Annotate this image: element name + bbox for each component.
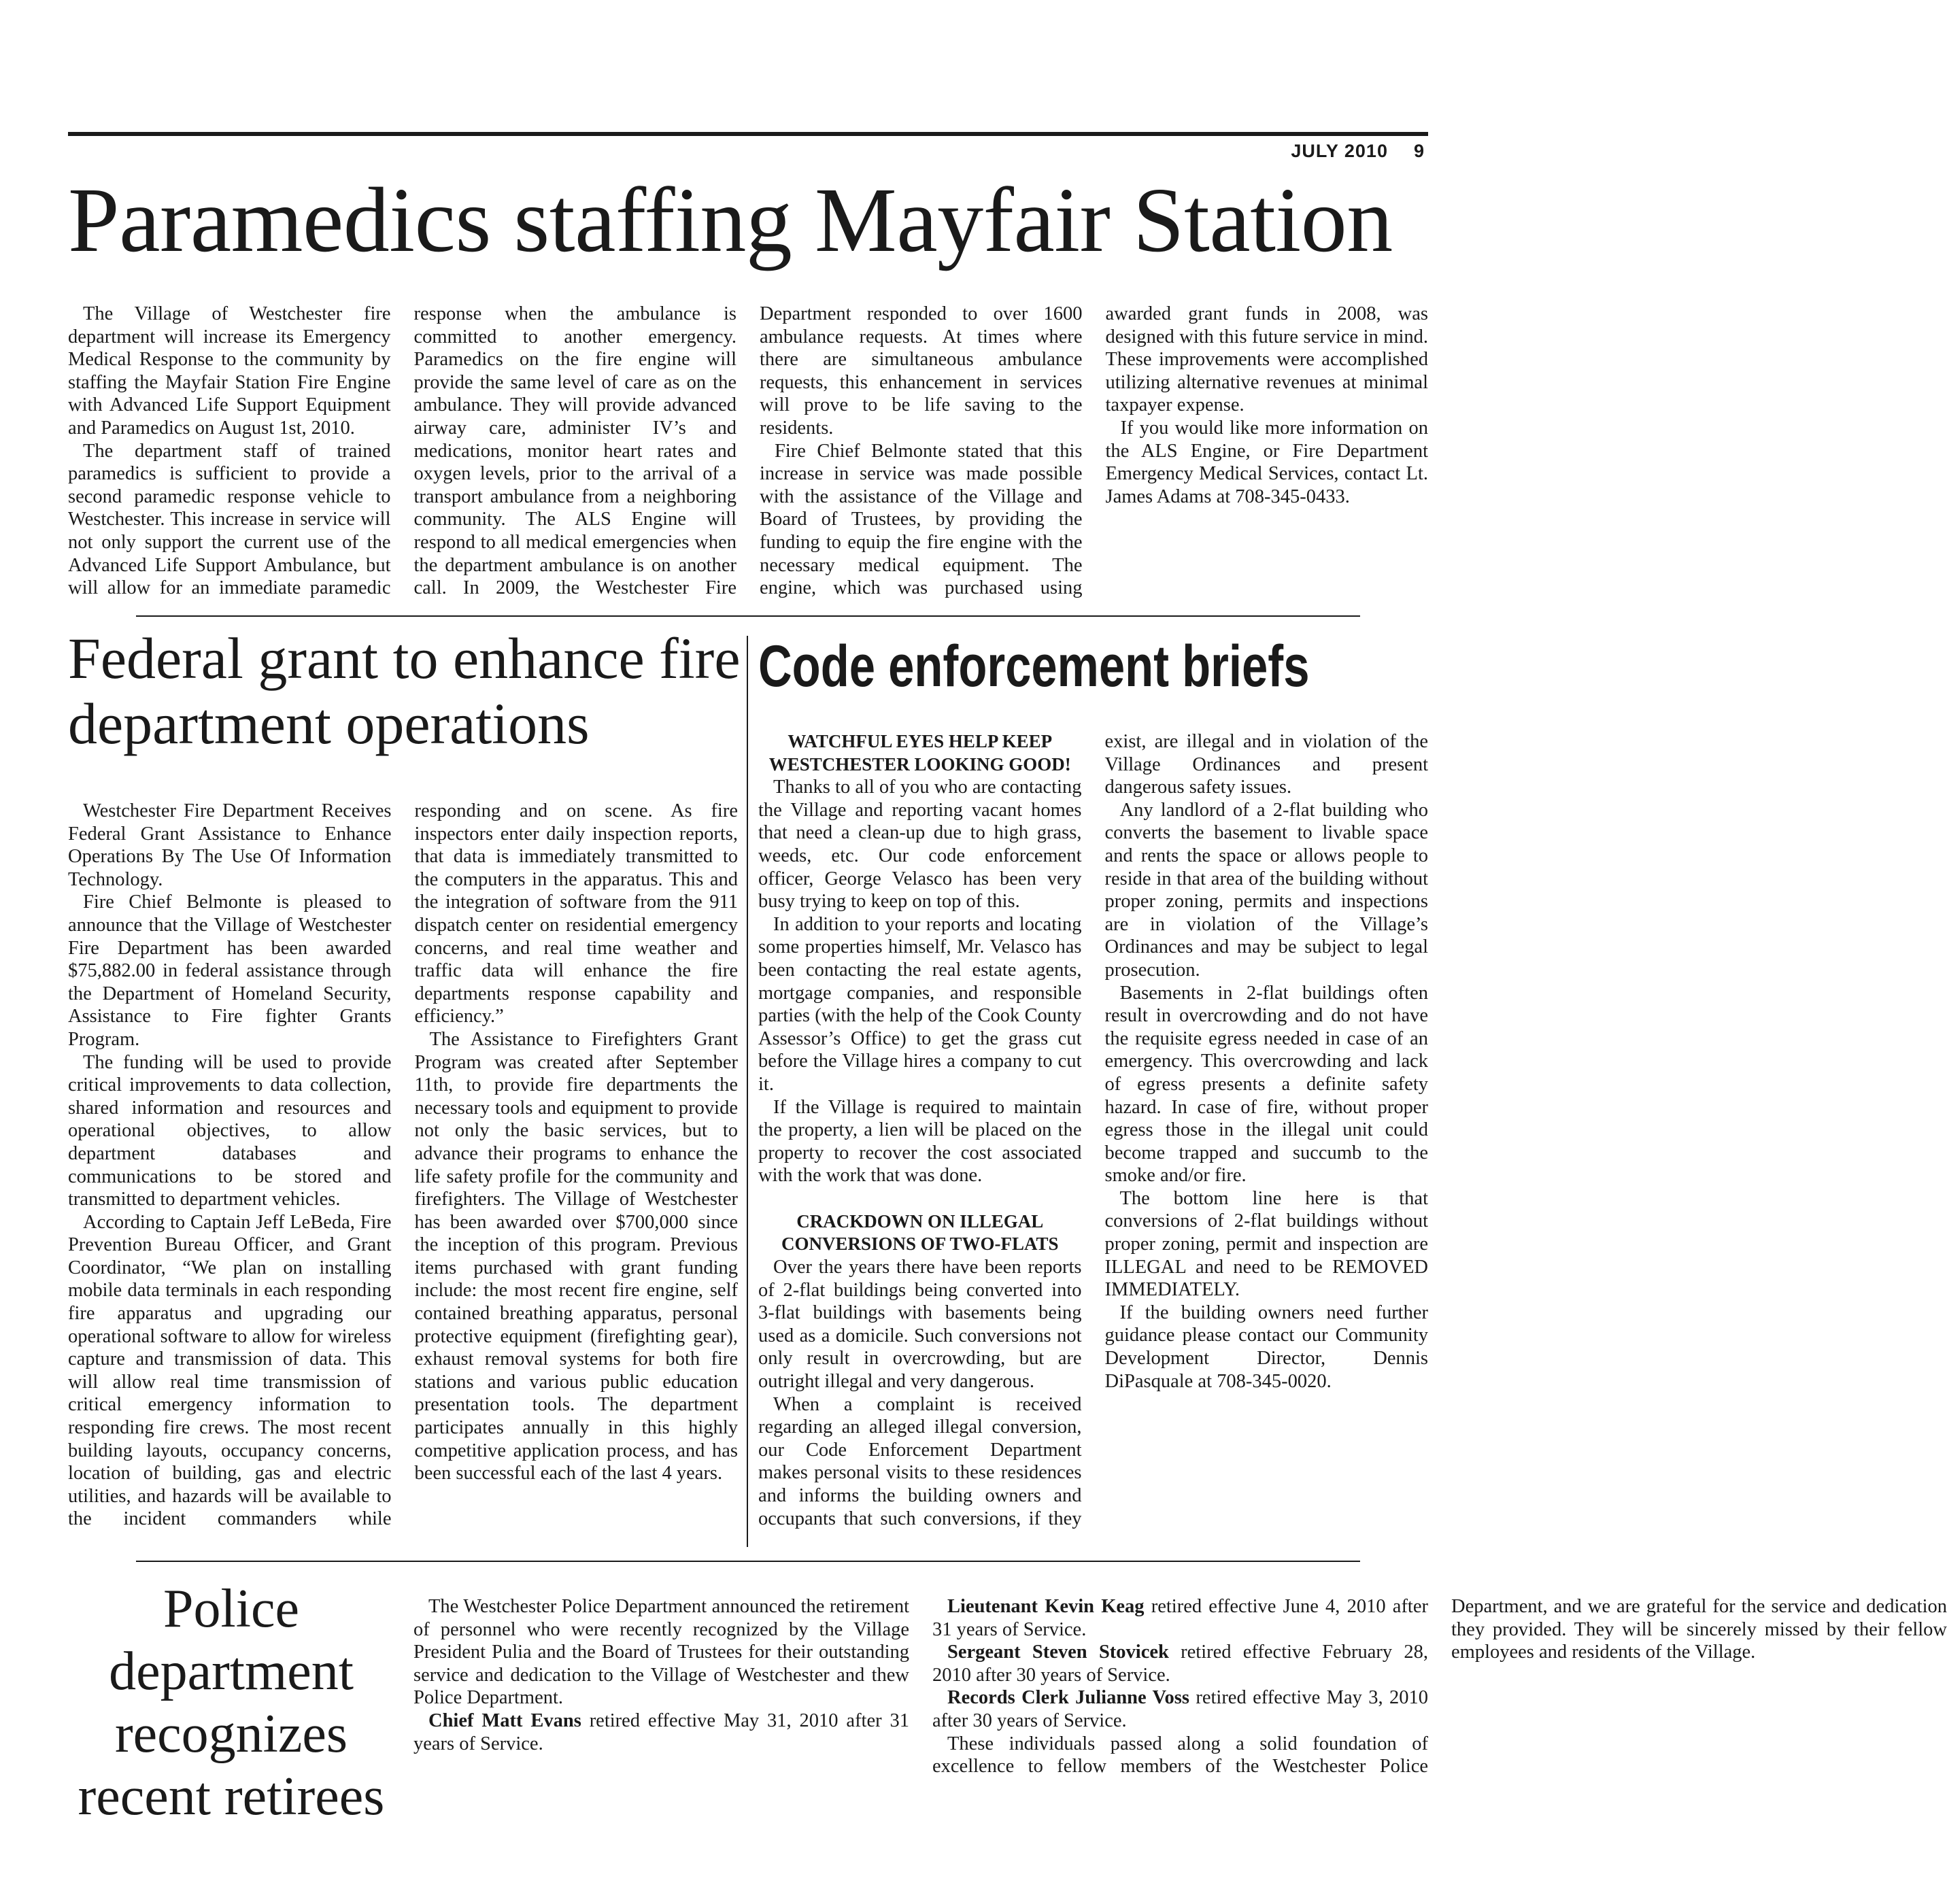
retiree-detail: retired effective February 28, 2010 after 30 years of Service. bbox=[932, 1642, 1429, 1686]
retiree-name: Lieutenant Kevin Keag bbox=[947, 1596, 1145, 1617]
article1-paragraph: If you would like more information on the ALS Engine, or Fire Department Emergency Medical Services, contact Lt. James Adams at 708-345-0433. bbox=[1105, 417, 1428, 507]
article3-headline: Code enforcement briefs bbox=[758, 634, 1310, 699]
article3-paragraph: The bottom line here is that conversions of 2-flat buildings without proper zoning, permit and inspection are ILLEGAL and need to be REMOVED IMMEDIATELY. bbox=[1104, 1187, 1428, 1301]
article1-paragraph: The department staff of trained paramedics is sufficient to provide a second paramedic response vehicle to Westchester. This increase in service will not only support the current use of the Advanced Life Support Ambulance, but will allow for an immediate paramedic response when the ambulance is committed to another emergency. Paramedics on the fire engine will provide the same level of care as on the ambulance. They will provide advanced airway care, administer IV’s and medications, monitor heart rates and oxygen levels, prior to the arrival of a transport ambulance from a neighboring community. The ALS Engine will respond to all medical emergencies when the department ambulance is on another call. In 2009, the Westchester Fire Department responded to over 1600 ambulance requests. At times where there are simultaneous ambulance requests, this enhancement in services will prove to be life saving to the residents. bbox=[68, 303, 1083, 599]
page-number: 9 bbox=[1413, 141, 1425, 161]
section-divider bbox=[136, 615, 1360, 617]
section-divider bbox=[136, 1561, 1360, 1562]
retiree-entry bbox=[932, 1686, 1428, 1732]
retiree-name: Chief Matt Evans bbox=[428, 1710, 581, 1731]
article3-paragraph: Basements in 2-flat buildings often result in overcrowding and do not have the requisite egress needed in case of an emergency. This overcrowding and lack of egress presents a definite safety hazard. In case of fire, without proper egress those in the illegal unit could become trapped and succumb to the smoke and/or fire. bbox=[1104, 982, 1428, 1187]
top-rule bbox=[68, 132, 1428, 136]
article3-paragraph: Thanks to all of you who are contacting the Village and reporting vacant homes that need a clean-up due to high grass, weeds, etc. Our code enforcement officer, George Velasco has been very busy trying to keep on top of this. bbox=[758, 777, 1082, 913]
article2-paragraph: The funding will be used to provide critical improvements to data collection, shared information and resources and operational objectives, to allow department databases and communications to be stored and transmitted to department vehicles. bbox=[68, 1051, 392, 1210]
article3-body bbox=[758, 730, 1428, 1550]
article4-closing: These individuals passed along a solid foundation of excellence to fellow members of the Westchester Police Department, and we are grateful for the service and dedication they provided. They will be sincerely missed by their fellow employees and residents of the Village. bbox=[932, 1596, 1947, 1778]
article3-paragraph: If the building owners need further guidance please contact our Community Development Director, Dennis DiPasquale at 708-345-0020. bbox=[1104, 1302, 1428, 1392]
retiree-detail: retired effective May 31, 2010 after 31 years of Service. bbox=[413, 1710, 909, 1754]
article3-paragraph: If the Village is required to maintain the property, a lien will be placed on the property to recover the cost associated with the work that was done. bbox=[758, 1096, 1082, 1187]
crackdown-subhead: CRACKDOWN ON ILLEGAL CONVERSIONS OF TWO-FLATS bbox=[781, 1210, 1059, 1255]
retiree-detail: retired effective June 4, 2010 after 31 years of Service. bbox=[932, 1596, 1428, 1640]
article4-body bbox=[413, 1595, 1947, 1779]
article4-headline: Police department recognizes recent retirees bbox=[78, 1579, 385, 1826]
article1-headline: Paramedics staffing Mayfair Station bbox=[68, 169, 1393, 271]
article2-paragraph: According to Captain Jeff LeBeda, Fire Prevention Bureau Officer, and Grant Coordinator, “We plan on installing mobile data terminals in each responding fire apparatus and upgrading our operational software to allow for wireless capture and transmission of data. This will allow real time transmission of critical emergency information to responding fire crews. The most recent building layouts, occupancy concerns, location of building, gas and electric utilities, and hazards will be available to the incident commanders while responding and on scene. As fire inspectors enter daily inspection reports, that data is immediately transmitted to the computers in the apparatus. This and the integration of software from the 911 dispatch center on residential emergency concerns, and real time weather and traffic data will enhance the fire departments response capability and efficiency.” bbox=[68, 800, 738, 1530]
watchful-eyes-subhead: WATCHFUL EYES HELP KEEP WESTCHESTER LOOKING GOOD! bbox=[768, 731, 1071, 775]
retiree-name: Sergeant Steven Stovicek bbox=[947, 1642, 1169, 1663]
article3-paragraph: In addition to your reports and locating some properties himself, Mr. Velasco has been contacting the real estate agents, mortgage companies, and responsible parties (with the help of the Cook County Assessor’s Office) to get the grass cut before the Village hires a company to cut it. bbox=[758, 913, 1082, 1095]
article2-paragraph: Fire Chief Belmonte is pleased to announce that the Village of Westchester Fire Department has been awarded $75,882.00 in federal assistance through the Department of Homeland Security, Assistance to Fire fighter Grants Program. bbox=[68, 891, 392, 1050]
issue-date: JULY 2010 bbox=[1291, 141, 1388, 161]
page-header bbox=[1291, 141, 1425, 162]
article2-body bbox=[68, 800, 738, 1549]
article3-paragraph: Any landlord of a 2-flat building who converts the basement to livable space and rents the space or allows people to reside in that area of the building without proper zoning, permits and inspections are in violation of the Village’s Ordinances and may be subject to legal prosecution. bbox=[1104, 799, 1428, 981]
retiree-entry bbox=[932, 1595, 1428, 1641]
article4-intro: The Westchester Police Department announced the retirement of personnel who were recently recognized by the Village President Pulia and the Board of Trustees for their outstanding service and dedication to the Village of Westchester and thew Police Department. bbox=[413, 1596, 909, 1709]
section-spacer bbox=[758, 1187, 1082, 1210]
retiree-detail: retired effective May 3, 2010 after 30 years of Service. bbox=[932, 1687, 1429, 1731]
retiree-entry bbox=[413, 1710, 909, 1755]
article1-paragraph: Fire Chief Belmonte stated that this increase in service was made possible with the assistance of the Village and Board of Trustees, by providing the funding to equip the fire engine with the necessary medical equipment. The engine, which was purchased using awarded grant funds in 2008, was designed with this future service in mind. These improvements were accomplished utilizing alternative revenues at minimal taxpayer expense. bbox=[760, 303, 1428, 599]
article3-paragraph: Over the years there have been reports of 2-flat buildings being converted into 3-flat buildings with basements being used as a domicile. Such conversions not only result in overcrowding, but are outright illegal and very dangerous. bbox=[758, 1257, 1082, 1393]
column-divider bbox=[747, 636, 748, 1547]
article3-paragraph: When a complaint is received regarding an alleged illegal conversion, our Code Enforcement Department makes personal visits to these residences and informs the building owners and occupants that such conversions, if they exist, are illegal and in violation of the Village Ordinances and present dangerous safety issues. bbox=[758, 731, 1428, 1529]
retiree-entry bbox=[932, 1641, 1428, 1686]
article2-paragraph: Westchester Fire Department Receives Federal Grant Assistance to Enhance Operations By The Use Of Information Technology. bbox=[68, 800, 392, 890]
article1-body bbox=[68, 303, 1428, 602]
article2-headline: Federal grant to enhance fire department operations bbox=[68, 626, 741, 756]
retiree-name: Records Clerk Julianne Voss bbox=[947, 1687, 1189, 1709]
article1-paragraph: The Village of Westchester fire department will increase its Emergency Medical Response to the community by staffing the Mayfair Station Fire Engine with Advanced Life Support Equipment and Paramedics on August 1st, 2010. bbox=[68, 303, 391, 439]
article2-paragraph: The Assistance to Firefighters Grant Program was created after September 11th, to provide fire departments the necessary tools and equipment to provide not only the basic services, but to advance their programs to enhance the life safety profile for the community and firefighters. The Village of Westchester has been awarded over $700,000 since the inception of this program. Previous items purchased with grant funding include: the most recent fire engine, self contained breathing apparatus, personal protective equipment (firefighting gear), exhaust removal systems for both fire stations and various public education presentation tools. The department participates annually in this highly competitive application process, and has been successful each of the last 4 years. bbox=[414, 1028, 738, 1484]
